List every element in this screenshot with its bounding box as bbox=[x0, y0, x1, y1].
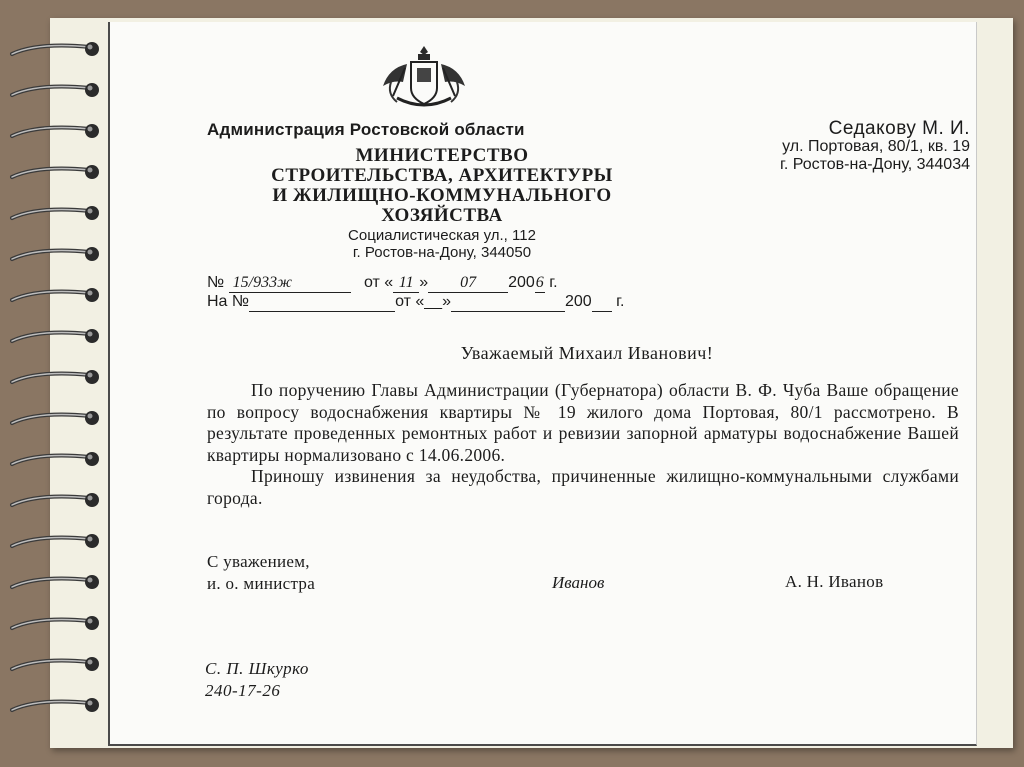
reply-year: 200 bbox=[564, 293, 592, 310]
coat-of-arms-icon bbox=[377, 42, 471, 114]
sender-street: Социалистическая ул., 112 bbox=[348, 227, 536, 244]
recipient-street: ул. Портовая, 80/1, кв. 19 bbox=[782, 138, 970, 155]
spiral-ring-icon bbox=[8, 532, 104, 552]
reply-date-label: от « bbox=[395, 293, 425, 310]
date-year-suffix: 6 bbox=[535, 274, 544, 291]
spiral-ring-icon bbox=[8, 450, 104, 470]
contact-block bbox=[205, 658, 309, 702]
sender-city: г. Ростов-на-Дону, 344050 bbox=[352, 244, 532, 261]
ministry-line: СТРОИТЕЛЬСТВА, АРХИТЕКТУРЫ bbox=[271, 165, 613, 186]
administration-name: Администрация Ростовской области bbox=[207, 120, 525, 139]
recipient-city: г. Ростов-на-Дону, 344034 bbox=[779, 156, 970, 173]
date-label: от « bbox=[363, 274, 394, 291]
outgoing-number-line: № 15/933ж от « 11 » 07 2006 г. bbox=[207, 274, 558, 291]
recipient-name: Седакову М. И. bbox=[828, 118, 970, 139]
reply-year-end: г. bbox=[611, 293, 625, 310]
spiral-ring-icon bbox=[8, 491, 104, 511]
ministry-line: ХОЗЯЙСТВА bbox=[381, 205, 503, 226]
spiral-ring-icon bbox=[8, 368, 104, 388]
number-value: 15/933ж bbox=[229, 274, 351, 293]
spiral-ring-icon bbox=[8, 40, 104, 60]
ministry-name bbox=[207, 146, 677, 226]
number-label: № bbox=[207, 274, 225, 291]
letter-body bbox=[207, 380, 959, 509]
spiral-ring-icon bbox=[8, 245, 104, 265]
spiral-ring-icon bbox=[8, 573, 104, 593]
date-year-end: г. bbox=[544, 274, 558, 291]
contact-phone: 240-17-26 bbox=[205, 681, 281, 700]
closing-regards: С уважением, bbox=[207, 552, 310, 571]
sender-address bbox=[207, 227, 677, 261]
spiral-ring-icon bbox=[8, 122, 104, 142]
spiral-ring-icon bbox=[8, 286, 104, 306]
contact-person: С. П. Шкурко bbox=[205, 659, 309, 678]
reply-month-blank bbox=[451, 293, 565, 312]
reply-close: » bbox=[442, 293, 451, 310]
spiral-ring-icon bbox=[8, 204, 104, 224]
spiral-ring-icon bbox=[8, 614, 104, 634]
date-day: 11 bbox=[393, 274, 419, 293]
reply-day-blank: __ bbox=[424, 293, 443, 310]
reply-number-blank bbox=[249, 293, 395, 312]
spiral-ring-icon bbox=[8, 163, 104, 183]
spiral-ring-icon bbox=[8, 696, 104, 716]
closing-block bbox=[207, 551, 315, 595]
signatory-name: А. Н. Иванов bbox=[785, 572, 884, 591]
date-year-prefix: 200 bbox=[508, 274, 535, 291]
spiral-ring-icon bbox=[8, 81, 104, 101]
handwritten-signature: Иванов bbox=[552, 573, 605, 592]
date-month: 07 bbox=[428, 274, 508, 293]
reply-label: На № bbox=[207, 293, 250, 310]
recipient-block bbox=[680, 120, 970, 174]
spiral-ring-icon bbox=[8, 655, 104, 675]
ministry-line: МИНИСТЕРСТВО bbox=[355, 145, 529, 166]
body-paragraph: По поручению Главы Администрации (Губернатора) области В. Ф. Чуба Ваше обращение по вопросу водоснабжения квартиры № 19 жилого дома Портовая, 80/1 рассмотрено. В результате проведенных ремонтных работ и ревизии запорной арматуры водоснабжение Вашей квартиры нормализовано с 14.06.2006. bbox=[207, 380, 959, 465]
reply-year-blank bbox=[592, 293, 612, 312]
reference-block bbox=[207, 274, 624, 312]
spiral-ring-icon bbox=[8, 327, 104, 347]
signatory-position: и. о. министра bbox=[207, 574, 316, 593]
reply-number-line bbox=[207, 293, 624, 312]
spiral-ring-icon bbox=[8, 409, 104, 429]
body-paragraph: Приношу извинения за неудобства, причиненные жилищно-коммунальными службами города. bbox=[207, 466, 959, 508]
greeting: Уважаемый Михаил Иванович! bbox=[460, 343, 714, 363]
ministry-line: И ЖИЛИЩНО-КОММУНАЛЬНОГО bbox=[272, 185, 612, 206]
